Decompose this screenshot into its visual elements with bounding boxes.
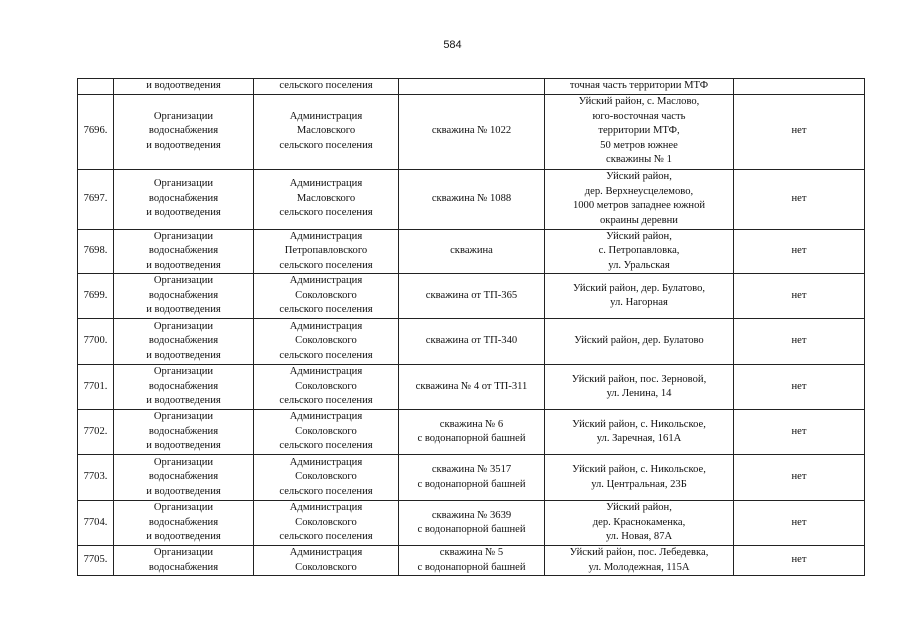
row-number-cell: 7697. bbox=[78, 169, 114, 229]
status-cell: нет bbox=[734, 319, 865, 365]
organization-type-cell: Организации водоснабжения и водоотведения bbox=[114, 169, 254, 229]
organization-type-cell: Организации водоснабжения и водоотведения bbox=[114, 501, 254, 546]
object-cell: скважина bbox=[399, 229, 545, 274]
table-row bbox=[78, 274, 865, 319]
status-cell: нет bbox=[734, 501, 865, 546]
organization-type-cell: и водоотведения bbox=[114, 79, 254, 95]
page-number: 584 bbox=[443, 39, 462, 51]
location-cell: Уйский район, дер. Булатово, ул. Нагорная bbox=[545, 274, 734, 319]
status-cell: нет bbox=[734, 229, 865, 274]
administration-cell: Администрация Соколовского сельского поселения bbox=[254, 274, 399, 319]
status-cell bbox=[734, 79, 865, 95]
status-cell: нет bbox=[734, 410, 865, 455]
table-row bbox=[78, 169, 865, 229]
table-row bbox=[78, 319, 865, 365]
administration-cell: Администрация Соколовского сельского поселения bbox=[254, 455, 399, 501]
organization-type-cell: Организации водоснабжения и водоотведения bbox=[114, 319, 254, 365]
row-number-cell: 7701. bbox=[78, 365, 114, 410]
status-cell: нет bbox=[734, 546, 865, 576]
object-cell: скважина № 3639 с водонапорной башней bbox=[399, 501, 545, 546]
status-cell: нет bbox=[734, 274, 865, 319]
status-cell: нет bbox=[734, 94, 865, 169]
administration-cell: Администрация Соколовского сельского поселения bbox=[254, 365, 399, 410]
row-number-cell: 7702. bbox=[78, 410, 114, 455]
table-row bbox=[78, 365, 865, 410]
row-number-cell: 7698. bbox=[78, 229, 114, 274]
table-row bbox=[78, 94, 865, 169]
organization-type-cell: Организации водоснабжения bbox=[114, 546, 254, 576]
object-cell: скважина № 6 с водонапорной башней bbox=[399, 410, 545, 455]
table-row-continued bbox=[78, 79, 865, 95]
table-row bbox=[78, 546, 865, 576]
organization-type-cell: Организации водоснабжения и водоотведения bbox=[114, 229, 254, 274]
administration-cell: Администрация Соколовского сельского поселения bbox=[254, 501, 399, 546]
administration-cell: Администрация Соколовского сельского поселения bbox=[254, 319, 399, 365]
status-cell: нет bbox=[734, 455, 865, 501]
row-number-cell: 7699. bbox=[78, 274, 114, 319]
object-cell: скважина от ТП-365 bbox=[399, 274, 545, 319]
registry-table-body bbox=[78, 79, 865, 576]
row-number-cell: 7703. bbox=[78, 455, 114, 501]
row-number-cell: 7696. bbox=[78, 94, 114, 169]
object-cell: скважина № 1022 bbox=[399, 94, 545, 169]
administration-cell: Администрация Петропавловского сельского поселения bbox=[254, 229, 399, 274]
administration-cell: Администрация Соколовского сельского поселения bbox=[254, 410, 399, 455]
organization-type-cell: Организации водоснабжения и водоотведения bbox=[114, 274, 254, 319]
organization-type-cell: Организации водоснабжения и водоотведения bbox=[114, 94, 254, 169]
object-cell: скважина № 4 от ТП-311 bbox=[399, 365, 545, 410]
organization-type-cell: Организации водоснабжения и водоотведения bbox=[114, 455, 254, 501]
object-cell: скважина № 3517 с водонапорной башней bbox=[399, 455, 545, 501]
location-cell: Уйский район, с. Никольское, ул. Центральная, 23Б bbox=[545, 455, 734, 501]
location-cell: Уйский район, с. Маслово, юго-восточная часть территории МТФ, 50 метров южнее скважины № 1 bbox=[545, 94, 734, 169]
location-cell: Уйский район, с. Никольское, ул. Заречная, 161А bbox=[545, 410, 734, 455]
row-number-cell bbox=[78, 79, 114, 95]
location-cell: Уйский район, дер. Верхнеусцелемово, 1000 метров западнее южной окраины деревни bbox=[545, 169, 734, 229]
registry-table bbox=[77, 78, 865, 576]
table-row bbox=[78, 229, 865, 274]
table-row bbox=[78, 501, 865, 546]
location-cell: Уйский район, дер. Краснокаменка, ул. Новая, 87А bbox=[545, 501, 734, 546]
object-cell: скважина № 1088 bbox=[399, 169, 545, 229]
organization-type-cell: Организации водоснабжения и водоотведения bbox=[114, 365, 254, 410]
table-row bbox=[78, 410, 865, 455]
location-cell: Уйский район, пос. Лебедевка, ул. Молодежная, 115А bbox=[545, 546, 734, 576]
row-number-cell: 7704. bbox=[78, 501, 114, 546]
status-cell: нет bbox=[734, 365, 865, 410]
object-cell: скважина от ТП-340 bbox=[399, 319, 545, 365]
status-cell: нет bbox=[734, 169, 865, 229]
location-cell: Уйский район, с. Петропавловка, ул. Уральская bbox=[545, 229, 734, 274]
location-cell: Уйский район, пос. Зерновой, ул. Ленина, 14 bbox=[545, 365, 734, 410]
administration-cell: Администрация Соколовского bbox=[254, 546, 399, 576]
object-cell: скважина № 5 с водонапорной башней bbox=[399, 546, 545, 576]
table-row bbox=[78, 455, 865, 501]
row-number-cell: 7700. bbox=[78, 319, 114, 365]
administration-cell: Администрация Масловского сельского поселения bbox=[254, 169, 399, 229]
location-cell: Уйский район, дер. Булатово bbox=[545, 319, 734, 365]
row-number-cell: 7705. bbox=[78, 546, 114, 576]
administration-cell: Администрация Масловского сельского поселения bbox=[254, 94, 399, 169]
administration-cell: сельского поселения bbox=[254, 79, 399, 95]
location-cell: точная часть территории МТФ bbox=[545, 79, 734, 95]
organization-type-cell: Организации водоснабжения и водоотведения bbox=[114, 410, 254, 455]
object-cell bbox=[399, 79, 545, 95]
